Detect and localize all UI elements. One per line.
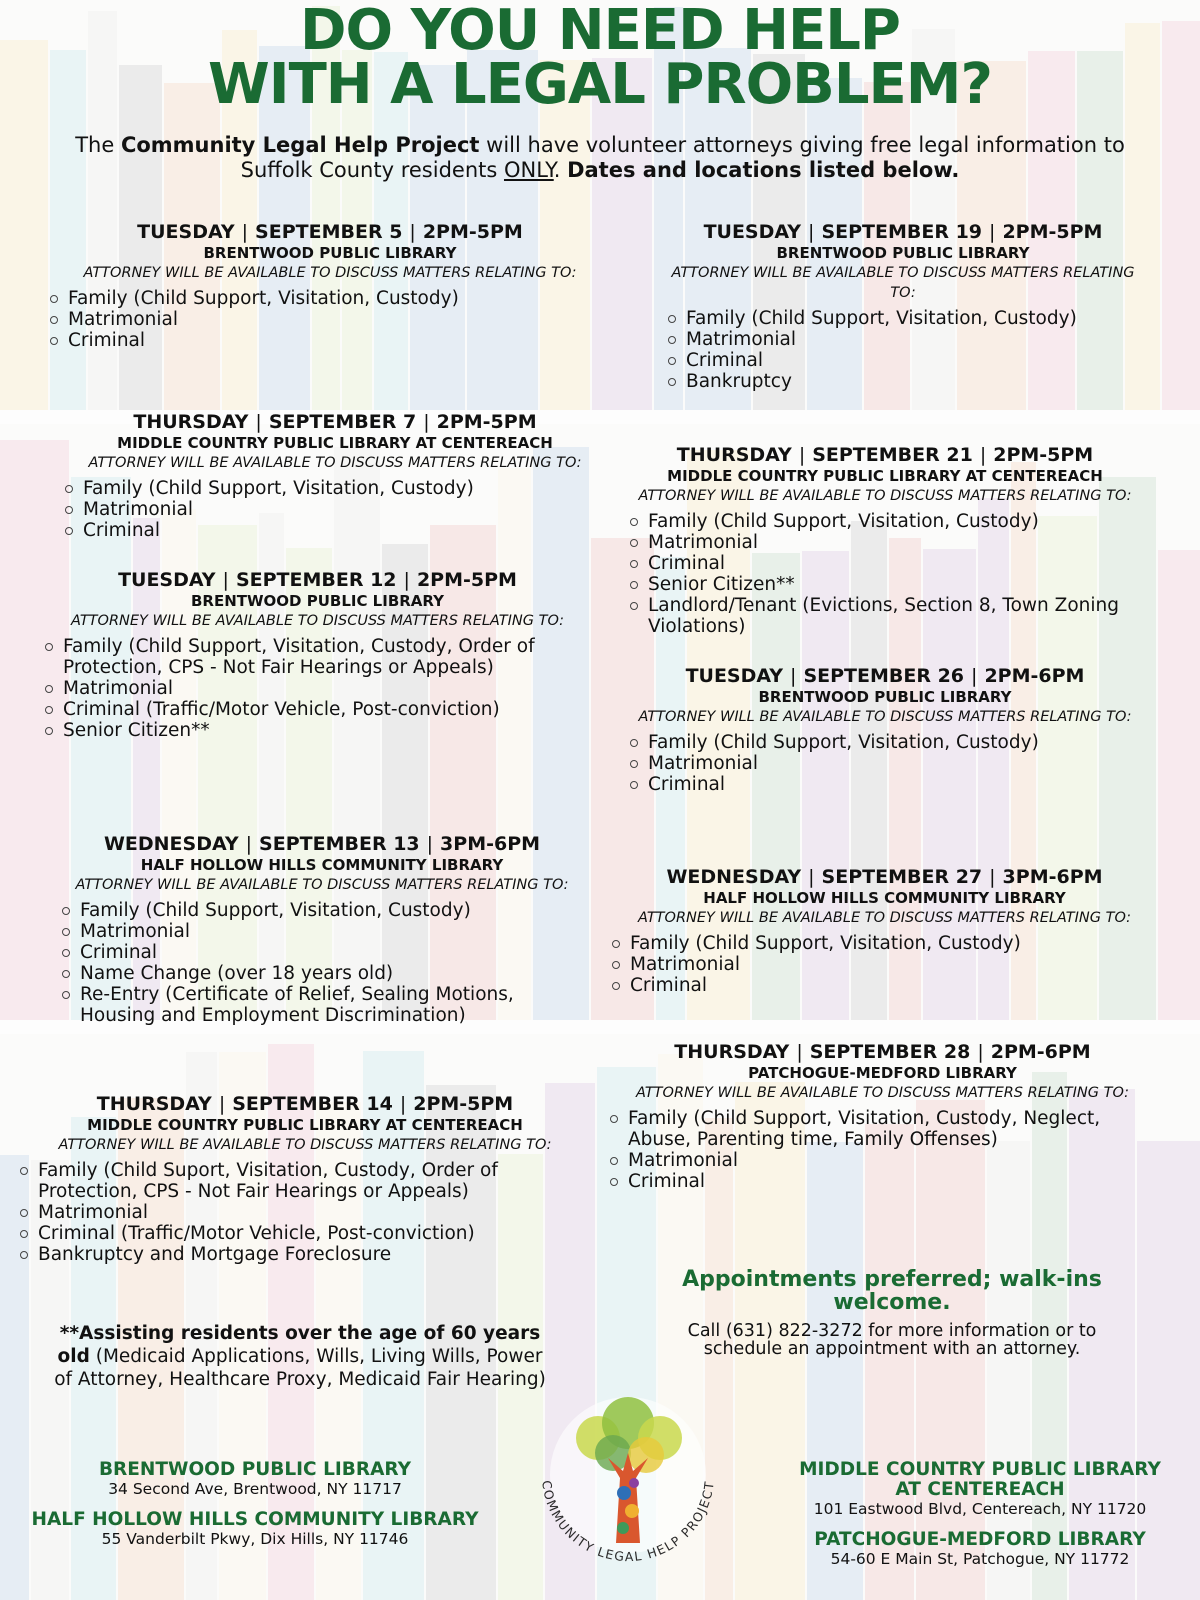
topic-item: Family (Child Support, Visitation, Custody) xyxy=(630,511,1140,532)
session-date: SEPTEMBER 21 xyxy=(812,444,973,466)
topic-item: Criminal xyxy=(668,350,1138,371)
topic-item: Criminal xyxy=(65,520,605,541)
session-sep-19 xyxy=(668,220,1138,392)
topic-item: Criminal xyxy=(630,553,1140,574)
topic-list xyxy=(65,478,605,541)
topic-list xyxy=(668,308,1138,392)
topic-item: Matrimonial xyxy=(62,921,582,942)
topic-item: Matrimonial xyxy=(45,678,590,699)
session-library: BRENTWOOD PUBLIC LIBRARY xyxy=(190,592,445,610)
topic-item: Matrimonial xyxy=(630,532,1140,553)
header-divider: | xyxy=(409,221,416,243)
topic-list xyxy=(62,900,582,1026)
attorney-note: ATTORNEY WILL BE AVAILABLE TO DISCUSS MATTERS RELATING TO: xyxy=(671,265,1135,301)
session-header xyxy=(45,568,590,592)
session-sep-7 xyxy=(65,410,605,541)
topic-item: Re-Entry (Certificate of Relief, Sealing Motions, Housing and Employment Discrimination) xyxy=(62,984,582,1026)
session-sep-28 xyxy=(610,1040,1155,1192)
topic-item: Senior Citizen** xyxy=(45,720,590,741)
session-library: MIDDLE COUNTRY PUBLIC LIBRARY AT CENTEREACH xyxy=(117,434,553,452)
session-header xyxy=(50,220,610,244)
session-header xyxy=(20,1092,590,1116)
session-library: BRENTWOOD PUBLIC LIBRARY xyxy=(758,688,1012,706)
session-sep-21 xyxy=(630,443,1140,637)
session-library: MIDDLE COUNTRY PUBLIC LIBRARY AT CENTEREACH xyxy=(667,467,1103,485)
intro-mid: will have volunteer attorneys giving free legal information to Suffolk County residents xyxy=(240,133,1125,182)
header-divider: | xyxy=(255,411,262,433)
page-title xyxy=(0,0,1200,117)
session-sep-14 xyxy=(20,1092,590,1265)
header-divider: | xyxy=(790,665,797,687)
attorney-note: ATTORNEY WILL BE AVAILABLE TO DISCUSS MATTERS RELATING TO: xyxy=(638,709,1132,725)
topic-item: Criminal xyxy=(62,942,582,963)
session-day: WEDNESDAY xyxy=(103,833,239,855)
session-header xyxy=(668,220,1138,244)
session-library: HALF HOLLOW HILLS COMMUNITY LIBRARY xyxy=(703,889,1066,907)
attorney-note: ATTORNEY WILL BE AVAILABLE TO DISCUSS MATTERS RELATING TO: xyxy=(70,613,565,629)
session-header xyxy=(65,410,605,434)
library-address: 54-60 E Main St, Patchogue, NY 11772 xyxy=(830,1550,1130,1568)
header-divider: | xyxy=(426,833,434,855)
appointments-body: Call (631) 822-3272 for more information or to schedule an appointment with an attorney. xyxy=(687,1321,1097,1359)
session-time: 2PM-5PM xyxy=(413,1093,514,1115)
session-library: BRENTWOOD PUBLIC LIBRARY xyxy=(776,244,1030,262)
header-divider: | xyxy=(977,1041,984,1063)
title-line-2: WITH A LEGAL PROBLEM? xyxy=(207,52,993,117)
session-day: THURSDAY xyxy=(133,411,249,433)
header-divider: | xyxy=(979,444,987,466)
topic-item: Family (Child Suport, Visitation, Custody, Order of Protection, CPS - Not Fair Hearings or Appeals) xyxy=(20,1160,590,1202)
session-date: SEPTEMBER 19 xyxy=(821,221,983,243)
topic-item: Criminal xyxy=(630,774,1140,795)
header-divider: | xyxy=(989,221,996,243)
header-divider: | xyxy=(399,1093,407,1115)
header-divider: | xyxy=(403,569,410,591)
session-time: 2PM-6PM xyxy=(990,1041,1091,1063)
topic-item: Family (Child Support, Visitation, Custody) xyxy=(630,732,1140,753)
topic-item: Matrimonial xyxy=(668,329,1138,350)
session-date: SEPTEMBER 28 xyxy=(809,1041,971,1063)
topic-list xyxy=(612,933,1157,996)
session-day: TUESDAY xyxy=(685,665,784,687)
topic-item: Family (Child Support, Visitation, Custody) xyxy=(65,478,605,499)
topic-item: Family (Child Support, Visitation, Custody) xyxy=(50,288,610,309)
community-legal-help-project-logo xyxy=(528,1383,728,1583)
senior-note-bold: **Assisting residents over the age of 60 years old xyxy=(57,1323,541,1367)
intro-tail: Dates and locations listed below. xyxy=(567,158,960,182)
title-line-1: DO YOU NEED HELP xyxy=(300,0,900,63)
session-date: SEPTEMBER 27 xyxy=(821,866,983,888)
library-address-patchogue xyxy=(800,1530,1160,1568)
header-divider: | xyxy=(222,569,229,591)
topic-item: Criminal xyxy=(612,975,1157,996)
session-day: THURSDAY xyxy=(676,444,792,466)
topic-list xyxy=(610,1108,1155,1192)
library-address: 55 Vanderbilt Pkwy, Dix Hills, NY 11746 xyxy=(101,1530,409,1548)
session-date: SEPTEMBER 13 xyxy=(259,833,420,855)
session-header xyxy=(612,865,1157,889)
library-address-brentwood xyxy=(60,1460,450,1498)
session-date: SEPTEMBER 5 xyxy=(255,221,403,243)
intro-dot: . xyxy=(553,158,568,182)
session-library: PATCHOGUE-MEDFORD LIBRARY xyxy=(748,1064,1017,1082)
session-time: 2PM-5PM xyxy=(436,411,537,433)
header-divider: | xyxy=(808,221,815,243)
topic-item: Matrimonial xyxy=(50,309,610,330)
topic-item: Matrimonial xyxy=(20,1202,590,1223)
library-address: 101 Eastwood Blvd, Centereach, NY 11720 xyxy=(813,1500,1147,1518)
session-sep-26 xyxy=(630,664,1140,795)
header-divider: | xyxy=(218,1093,226,1115)
topic-item: Family (Child Support, Visitation, Custody, Order of Protection, CPS - Not Fair Hearings or Appeals) xyxy=(45,636,590,678)
session-time: 2PM-5PM xyxy=(1002,221,1103,243)
session-time: 2PM-5PM xyxy=(416,569,517,591)
topic-item: Criminal xyxy=(50,330,610,351)
appointments-heading: Appointments preferred; walk-ins welcome. xyxy=(682,1267,1102,1315)
topic-item: Family (Child Support, Visitation, Custody, Neglect, Abuse, Parenting time, Family Offenses) xyxy=(610,1108,1155,1150)
library-name: HALF HOLLOW HILLS COMMUNITY LIBRARY xyxy=(31,1509,479,1530)
session-sep-12 xyxy=(45,568,590,741)
attorney-note: ATTORNEY WILL BE AVAILABLE TO DISCUSS MATTERS RELATING TO: xyxy=(637,910,1132,926)
topic-item: Criminal (Traffic/Motor Vehicle, Post-conviction) xyxy=(20,1223,590,1244)
library-name: PATCHOGUE-MEDFORD LIBRARY xyxy=(814,1529,1146,1550)
topic-item: Family (Child Support, Visitation, Custody) xyxy=(62,900,582,921)
session-date: SEPTEMBER 12 xyxy=(235,569,397,591)
header-divider: | xyxy=(989,866,996,888)
library-address-middle-country xyxy=(790,1460,1170,1518)
topic-item: Landlord/Tenant (Evictions, Section 8, Town Zoning Violations) xyxy=(630,595,1140,637)
topic-item: Matrimonial xyxy=(612,954,1157,975)
library-name: BRENTWOOD PUBLIC LIBRARY xyxy=(98,1459,412,1480)
session-header xyxy=(630,664,1140,688)
senior-citizen-note xyxy=(50,1322,550,1391)
session-time: 2PM-5PM xyxy=(422,221,523,243)
attorney-note: ATTORNEY WILL BE AVAILABLE TO DISCUSS MATTERS RELATING TO: xyxy=(635,1085,1130,1101)
session-day: TUESDAY xyxy=(118,569,216,591)
session-date: SEPTEMBER 14 xyxy=(232,1093,393,1115)
library-address: 34 Second Ave, Brentwood, NY 11717 xyxy=(108,1480,402,1498)
library-address-half-hollow-hills xyxy=(30,1510,480,1548)
session-library: HALF HOLLOW HILLS COMMUNITY LIBRARY xyxy=(140,856,504,874)
topic-item: Senior Citizen** xyxy=(630,574,1140,595)
header-divider: | xyxy=(971,665,978,687)
topic-item: Bankruptcy xyxy=(668,371,1138,392)
attorney-note: ATTORNEY WILL BE AVAILABLE TO DISCUSS MATTERS RELATING TO: xyxy=(638,488,1132,504)
topic-list xyxy=(45,636,590,741)
intro-org: Community Legal Help Project xyxy=(120,133,480,157)
topic-item: Matrimonial xyxy=(630,753,1140,774)
topic-list xyxy=(630,732,1140,795)
session-time: 3PM-6PM xyxy=(1002,866,1103,888)
topic-list xyxy=(20,1160,590,1265)
topic-item: Family (Child Support, Visitation, Custody) xyxy=(668,308,1138,329)
senior-note-rest: (Medicaid Applications, Wills, Living Wills, Power of Attorney, Healthcare Proxy, Medicaid Fair Hearing) xyxy=(54,1346,546,1390)
topic-item: Name Change (over 18 years old) xyxy=(62,963,582,984)
header-divider: | xyxy=(245,833,253,855)
session-sep-27 xyxy=(612,865,1157,996)
header-divider: | xyxy=(796,1041,803,1063)
session-day: TUESDAY xyxy=(703,221,802,243)
session-header xyxy=(630,443,1140,467)
session-day: THURSDAY xyxy=(674,1041,790,1063)
logo-text: COMMUNITY LEGAL HELP PROJECT xyxy=(539,1479,717,1565)
session-time: 3PM-6PM xyxy=(440,833,541,855)
session-header xyxy=(610,1040,1155,1064)
library-name: MIDDLE COUNTRY PUBLIC LIBRARY AT CENTEREACH xyxy=(799,1459,1161,1500)
attorney-note: ATTORNEY WILL BE AVAILABLE TO DISCUSS MATTERS RELATING TO: xyxy=(58,1137,552,1153)
session-date: SEPTEMBER 26 xyxy=(803,665,965,687)
session-time: 2PM-5PM xyxy=(993,444,1094,466)
header-divider: | xyxy=(423,411,430,433)
session-day: WEDNESDAY xyxy=(666,866,802,888)
session-library: MIDDLE COUNTRY PUBLIC LIBRARY AT CENTEREACH xyxy=(87,1116,523,1134)
intro-text xyxy=(40,133,1160,183)
topic-item: Criminal xyxy=(610,1171,1155,1192)
session-day: THURSDAY xyxy=(96,1093,212,1115)
attorney-note: ATTORNEY WILL BE AVAILABLE TO DISCUSS MATTERS RELATING TO: xyxy=(75,877,569,893)
session-sep-5 xyxy=(50,220,610,351)
topic-item: Criminal (Traffic/Motor Vehicle, Post-conviction) xyxy=(45,699,590,720)
session-library: BRENTWOOD PUBLIC LIBRARY xyxy=(203,244,457,262)
topic-item: Bankruptcy and Mortgage Foreclosure xyxy=(20,1244,590,1265)
header-divider: | xyxy=(808,866,815,888)
intro-only: ONLY xyxy=(503,158,554,182)
session-date: SEPTEMBER 7 xyxy=(268,411,417,433)
session-header xyxy=(62,832,582,856)
topic-item: Matrimonial xyxy=(610,1150,1155,1171)
session-day: TUESDAY xyxy=(137,221,235,243)
intro-pre: The xyxy=(75,133,121,157)
topic-item: Matrimonial xyxy=(65,499,605,520)
header-divider: | xyxy=(798,444,806,466)
topic-item: Family (Child Support, Visitation, Custody) xyxy=(612,933,1157,954)
attorney-note: ATTORNEY WILL BE AVAILABLE TO DISCUSS MATTERS RELATING TO: xyxy=(88,455,582,471)
topic-list xyxy=(50,288,610,351)
attorney-note: ATTORNEY WILL BE AVAILABLE TO DISCUSS MATTERS RELATING TO: xyxy=(83,265,577,281)
topic-list xyxy=(630,511,1140,637)
header-divider: | xyxy=(241,221,249,243)
appointments-block xyxy=(666,1268,1118,1358)
session-time: 2PM-6PM xyxy=(984,665,1085,687)
session-sep-13 xyxy=(62,832,582,1026)
